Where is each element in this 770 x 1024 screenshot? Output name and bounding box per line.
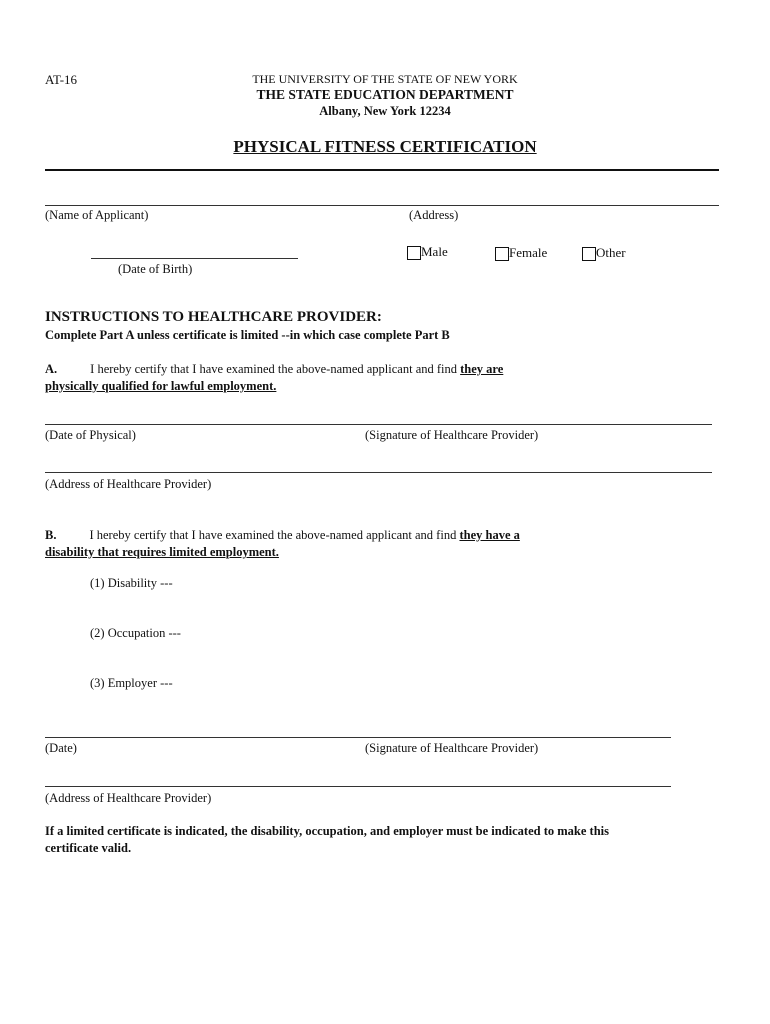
- part-b-signature-label: (Signature of Healthcare Provider): [365, 741, 539, 755]
- applicant-name-address-line[interactable]: [45, 205, 719, 206]
- part-a-date-label: (Date of Physical): [45, 428, 136, 442]
- part-b-address-line[interactable]: [45, 786, 671, 787]
- part-b-address-label: (Address of Healthcare Provider): [45, 791, 212, 805]
- part-a-letter: A.: [45, 362, 58, 376]
- form-code: AT-16: [45, 72, 78, 87]
- part-a-signature-label: (Signature of Healthcare Provider): [365, 428, 539, 442]
- footer-note-line1: If a limited certificate is indicated, the disability, occupation, and employer must be indicated to make this: [45, 824, 609, 838]
- part-a-text: I hereby certify that I have examined the above-named applicant and find: [90, 362, 458, 376]
- instructions-heading: INSTRUCTIONS TO HEALTHCARE PROVIDER:: [45, 309, 382, 325]
- address-label: (Address): [409, 208, 459, 222]
- part-b-disability: (1) Disability ---: [90, 576, 173, 590]
- footer-note-line2: certificate valid.: [45, 841, 132, 855]
- header-university: THE UNIVERSITY OF THE STATE OF NEW YORK: [252, 72, 518, 86]
- part-b-line1: [45, 527, 520, 544]
- part-b-text: I hereby certify that I have examined the above-named applicant and find: [89, 528, 457, 542]
- part-a-address-label: (Address of Healthcare Provider): [45, 477, 212, 491]
- header-address: Albany, New York 12234: [319, 104, 451, 118]
- male-label: Male: [421, 244, 448, 259]
- part-b-emph2: disability that requires limited employment.: [45, 545, 279, 559]
- date-of-birth-label: (Date of Birth): [118, 262, 193, 276]
- female-label: Female: [509, 245, 548, 260]
- part-b-employer: (3) Employer ---: [90, 676, 173, 690]
- female-checkbox[interactable]: [495, 247, 509, 261]
- part-a-line1: [45, 361, 503, 378]
- form-title: PHYSICAL FITNESS CERTIFICATION: [233, 137, 537, 156]
- part-b-occupation: (2) Occupation ---: [90, 626, 181, 640]
- name-of-applicant-label: (Name of Applicant): [45, 208, 149, 222]
- part-b-date-label: (Date): [45, 741, 77, 755]
- part-a-address-line[interactable]: [45, 472, 712, 473]
- part-b-letter: B.: [45, 528, 57, 542]
- part-b-emph1: they have a: [459, 528, 520, 542]
- date-of-birth-line[interactable]: [91, 258, 298, 259]
- other-checkbox[interactable]: [582, 247, 596, 261]
- instructions-subheading: Complete Part A unless certificate is limited --in which case complete Part B: [45, 328, 450, 342]
- other-label: Other: [596, 245, 626, 260]
- part-a-emph2: physically qualified for lawful employment.: [45, 379, 277, 393]
- part-a-emph1: they are: [460, 362, 504, 376]
- part-b-date-signature-line[interactable]: [45, 737, 671, 738]
- part-a-date-signature-line[interactable]: [45, 424, 712, 425]
- header-department: THE STATE EDUCATION DEPARTMENT: [256, 87, 514, 102]
- title-divider: [45, 169, 719, 171]
- male-checkbox[interactable]: [407, 246, 421, 260]
